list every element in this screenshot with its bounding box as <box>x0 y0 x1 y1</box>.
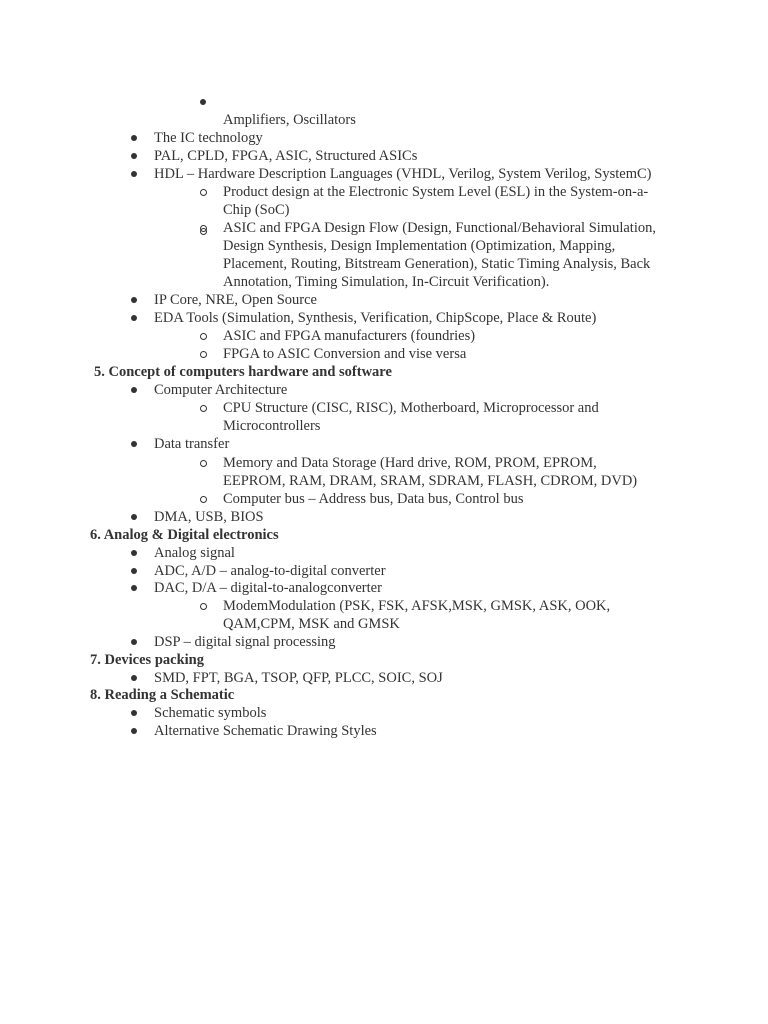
list-item-text: The IC technology <box>154 130 263 146</box>
list-item-text: FPGA to ASIC Conversion and vise versa <box>223 346 467 362</box>
list-item-text: Memory and Data Storage (Hard drive, ROM, PROM, EPROM, <box>223 455 597 471</box>
bullet-dot-icon <box>131 639 137 645</box>
list-item-text: ADC, A/D – analog-to-digital converter <box>154 563 386 579</box>
bullet-dot-icon <box>131 441 137 447</box>
list-item-text-continued: Design Synthesis, Design Implementation (Optimization, Mapping, <box>223 238 616 254</box>
bullet-dot-icon <box>131 135 137 141</box>
bullet-dot-icon <box>131 728 137 734</box>
bullet-dot-icon <box>200 99 206 105</box>
bullet-circle-icon <box>200 496 207 503</box>
list-item-text: ASIC and FPGA Design Flow (Design, Functional/Behavioral Simulation, <box>223 220 656 236</box>
list-item-text: IP Core, NRE, Open Source <box>154 292 317 308</box>
list-item-text: EDA Tools (Simulation, Synthesis, Verification, ChipScope, Place & Route) <box>154 310 597 326</box>
list-item-text: ModemModulation (PSK, FSK, AFSK,MSK, GMSK, ASK, OOK, <box>223 598 611 614</box>
bullet-circle-icon <box>200 603 207 610</box>
bullet-circle-icon <box>200 333 207 340</box>
list-item-text: Analog signal <box>154 545 235 561</box>
bullet-circle-icon <box>200 351 207 358</box>
section-heading: 6. Analog & Digital electronics <box>90 527 279 543</box>
bullet-dot-icon <box>131 585 137 591</box>
bullet-dot-icon <box>131 315 137 321</box>
list-item-text: Amplifiers, Oscillators <box>223 112 356 128</box>
list-item-text-continued: Chip (SoC) <box>223 202 290 218</box>
bullet-dot-icon <box>131 297 137 303</box>
bullet-dot-icon <box>131 550 137 556</box>
list-item-text: DMA, USB, BIOS <box>154 509 264 525</box>
bullet-dot-icon <box>131 171 137 177</box>
list-item-text-continued: QAM,CPM, MSK and GMSK <box>223 616 400 632</box>
section-heading: 7. Devices packing <box>90 652 204 668</box>
bullet-circle-icon <box>200 460 207 467</box>
bullet-dot-icon <box>131 710 137 716</box>
section-heading: 5. Concept of computers hardware and software <box>94 364 392 380</box>
list-item-text: Alternative Schematic Drawing Styles <box>154 723 377 739</box>
list-item-text: Computer bus – Address bus, Data bus, Control bus <box>223 491 524 507</box>
list-item-text: Computer Architecture <box>154 382 288 398</box>
bullet-circle-icon <box>200 405 207 412</box>
bullet-dot-icon <box>131 514 137 520</box>
list-item-text-continued: Annotation, Timing Simulation, In-Circuit Verification). <box>223 274 550 290</box>
bullet-dot-icon <box>131 568 137 574</box>
bullet-dot-icon <box>131 675 137 681</box>
list-item-text-continued: Microcontrollers <box>223 418 321 434</box>
list-item-text: Data transfer <box>154 436 230 452</box>
bullet-circle-icon <box>200 225 207 232</box>
section-heading: 8. Reading a Schematic <box>90 687 235 703</box>
list-item-text: SMD, FPT, BGA, TSOP, QFP, PLCC, SOIC, SOJ <box>154 670 443 686</box>
list-item-text: Schematic symbols <box>154 705 267 721</box>
bullet-circle-icon <box>200 189 207 196</box>
list-item-text: ASIC and FPGA manufacturers (foundries) <box>223 328 476 344</box>
list-item-text: DAC, D/A – digital-to-analogconverter <box>154 580 382 596</box>
bullet-dot-icon <box>131 153 137 159</box>
list-item-text-continued: Placement, Routing, Bitstream Generation), Static Timing Analysis, Back <box>223 256 651 272</box>
list-item-text: HDL – Hardware Description Languages (VHDL, Verilog, System Verilog, SystemC) <box>154 166 652 182</box>
list-item-text: PAL, CPLD, FPGA, ASIC, Structured ASICs <box>154 148 418 164</box>
list-item-text-continued: EEPROM, RAM, DRAM, SRAM, SDRAM, FLASH, CDROM, DVD) <box>223 473 638 489</box>
list-item-text: DSP – digital signal processing <box>154 634 336 650</box>
list-item-text: CPU Structure (CISC, RISC), Motherboard, Microprocessor and <box>223 400 599 416</box>
list-item-text: Product design at the Electronic System Level (ESL) in the System-on-a- <box>223 184 649 200</box>
bullet-dot-icon <box>131 387 137 393</box>
